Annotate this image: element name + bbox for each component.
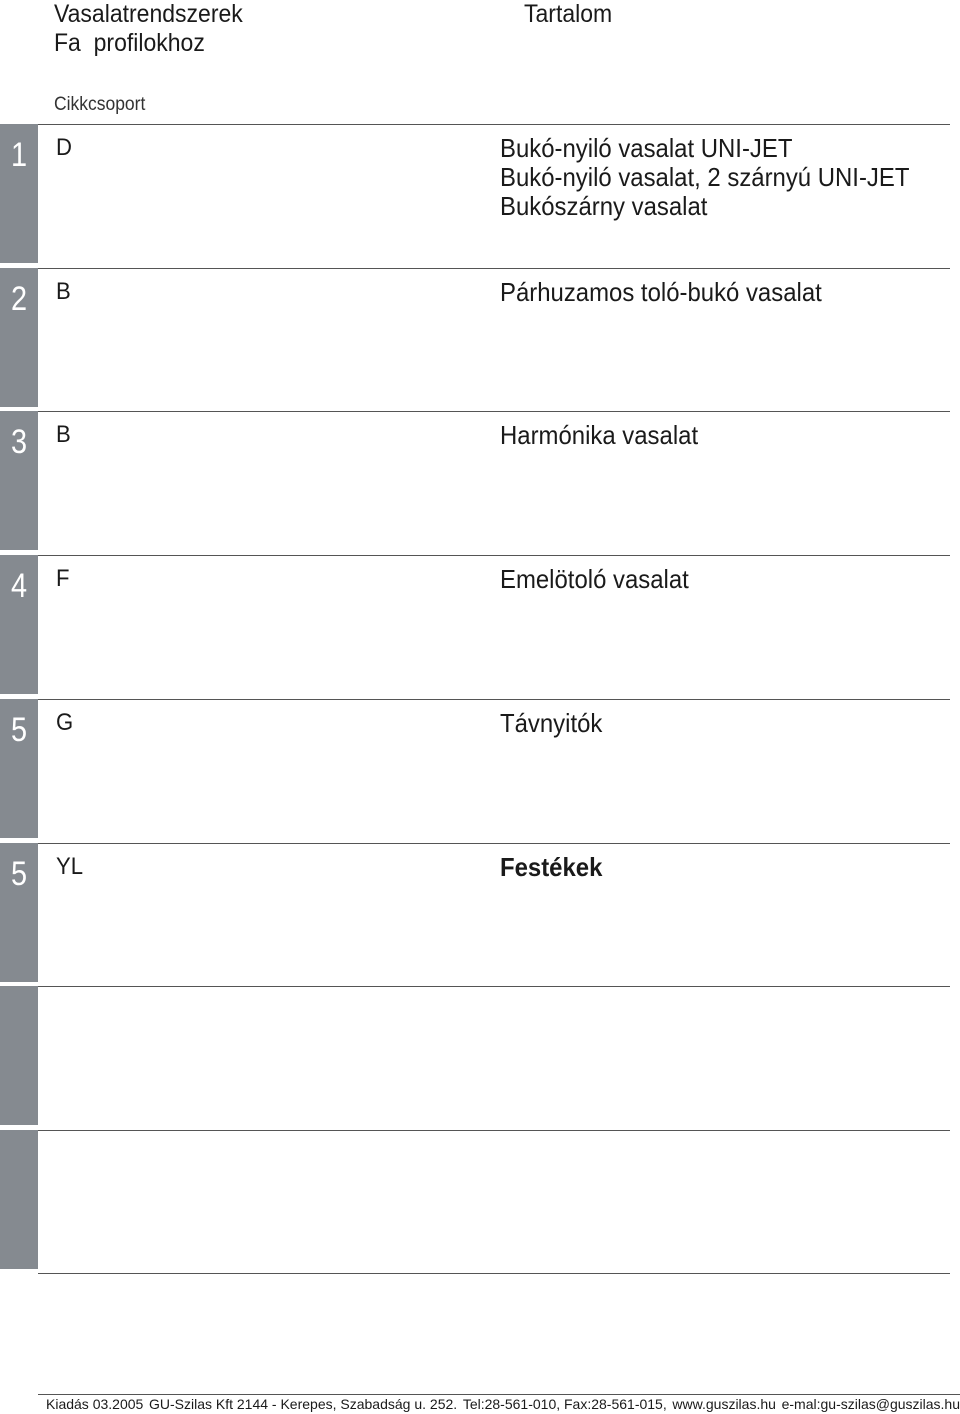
toc-section-1[interactable] <box>0 124 960 267</box>
divider <box>38 986 950 987</box>
divider <box>38 124 950 125</box>
section-tab[interactable] <box>0 555 38 694</box>
section-tab <box>0 986 38 1125</box>
section-tab[interactable] <box>0 699 38 838</box>
toc-section-6[interactable] <box>0 843 960 986</box>
section-tab[interactable] <box>0 411 38 550</box>
tab-number: 2 <box>10 280 28 318</box>
divider <box>38 268 950 269</box>
item-list <box>500 421 698 450</box>
column-header-group: Cikkcsoport <box>54 94 146 115</box>
footer <box>46 1396 960 1412</box>
tab-number: 4 <box>10 567 28 605</box>
toc-item[interactable]: Harmónika vasalat <box>500 420 699 450</box>
tab-number: 5 <box>10 855 28 893</box>
toc-item[interactable]: Párhuzamos toló-bukó vasalat <box>500 277 822 307</box>
toc-item[interactable]: Bukó-nyiló vasalat, 2 szárnyú UNI-JET <box>500 162 910 192</box>
toc-section-2[interactable] <box>0 268 960 411</box>
tab-number: 3 <box>10 423 28 461</box>
section-tab[interactable] <box>0 124 38 263</box>
section-tab[interactable] <box>0 843 38 982</box>
article-group: B <box>56 421 71 448</box>
footer-phone: Tel:28-561-010, Fax:28-561-015, <box>462 1396 667 1412</box>
document-title-line1: Vasalatrendszerek <box>54 0 243 28</box>
document-title-line2: Fa profilokhoz <box>54 29 205 57</box>
footer-divider <box>38 1394 960 1395</box>
footer-company: GU-Szilas Kft 2144 - Kerepes, Szabadság u. 252. <box>148 1396 458 1412</box>
footer-email-link[interactable]: e-mal:gu-szilas@guszilas.hu <box>781 1396 960 1412</box>
toc-section-4[interactable] <box>0 555 960 698</box>
article-group: B <box>56 278 71 305</box>
divider <box>38 843 950 844</box>
item-list <box>500 853 602 882</box>
item-list <box>500 565 689 594</box>
toc-section-5[interactable] <box>0 699 960 842</box>
article-group: D <box>56 134 72 161</box>
article-group: F <box>56 565 70 592</box>
item-list <box>500 278 822 307</box>
toc-section-3[interactable] <box>0 411 960 554</box>
article-group: G <box>56 709 74 736</box>
divider <box>38 699 950 700</box>
toc-item[interactable]: Bukószárny vasalat <box>500 191 708 221</box>
divider <box>38 411 950 412</box>
tab-number: 1 <box>10 136 28 174</box>
section-title: Tartalom <box>524 0 613 28</box>
toc-item[interactable]: Távnyitók <box>500 708 603 738</box>
item-list <box>500 709 602 738</box>
tab-number: 5 <box>10 711 28 749</box>
divider <box>38 1130 950 1131</box>
divider <box>38 1273 950 1274</box>
toc-item[interactable]: Festékek <box>500 852 603 882</box>
toc-item[interactable]: Emelötoló vasalat <box>500 564 689 594</box>
footer-issue: Kiadás 03.2005 <box>46 1396 144 1412</box>
section-tab <box>0 1130 38 1269</box>
divider <box>38 555 950 556</box>
article-group: YL <box>56 853 84 880</box>
toc-item[interactable]: Bukó-nyiló vasalat UNI-JET <box>500 133 793 163</box>
toc-section-empty <box>0 1130 960 1273</box>
footer-web-link[interactable]: www.guszilas.hu <box>672 1396 776 1412</box>
toc-section-empty <box>0 986 960 1129</box>
section-tab[interactable] <box>0 268 38 407</box>
item-list <box>500 134 909 221</box>
document-title <box>54 0 243 58</box>
